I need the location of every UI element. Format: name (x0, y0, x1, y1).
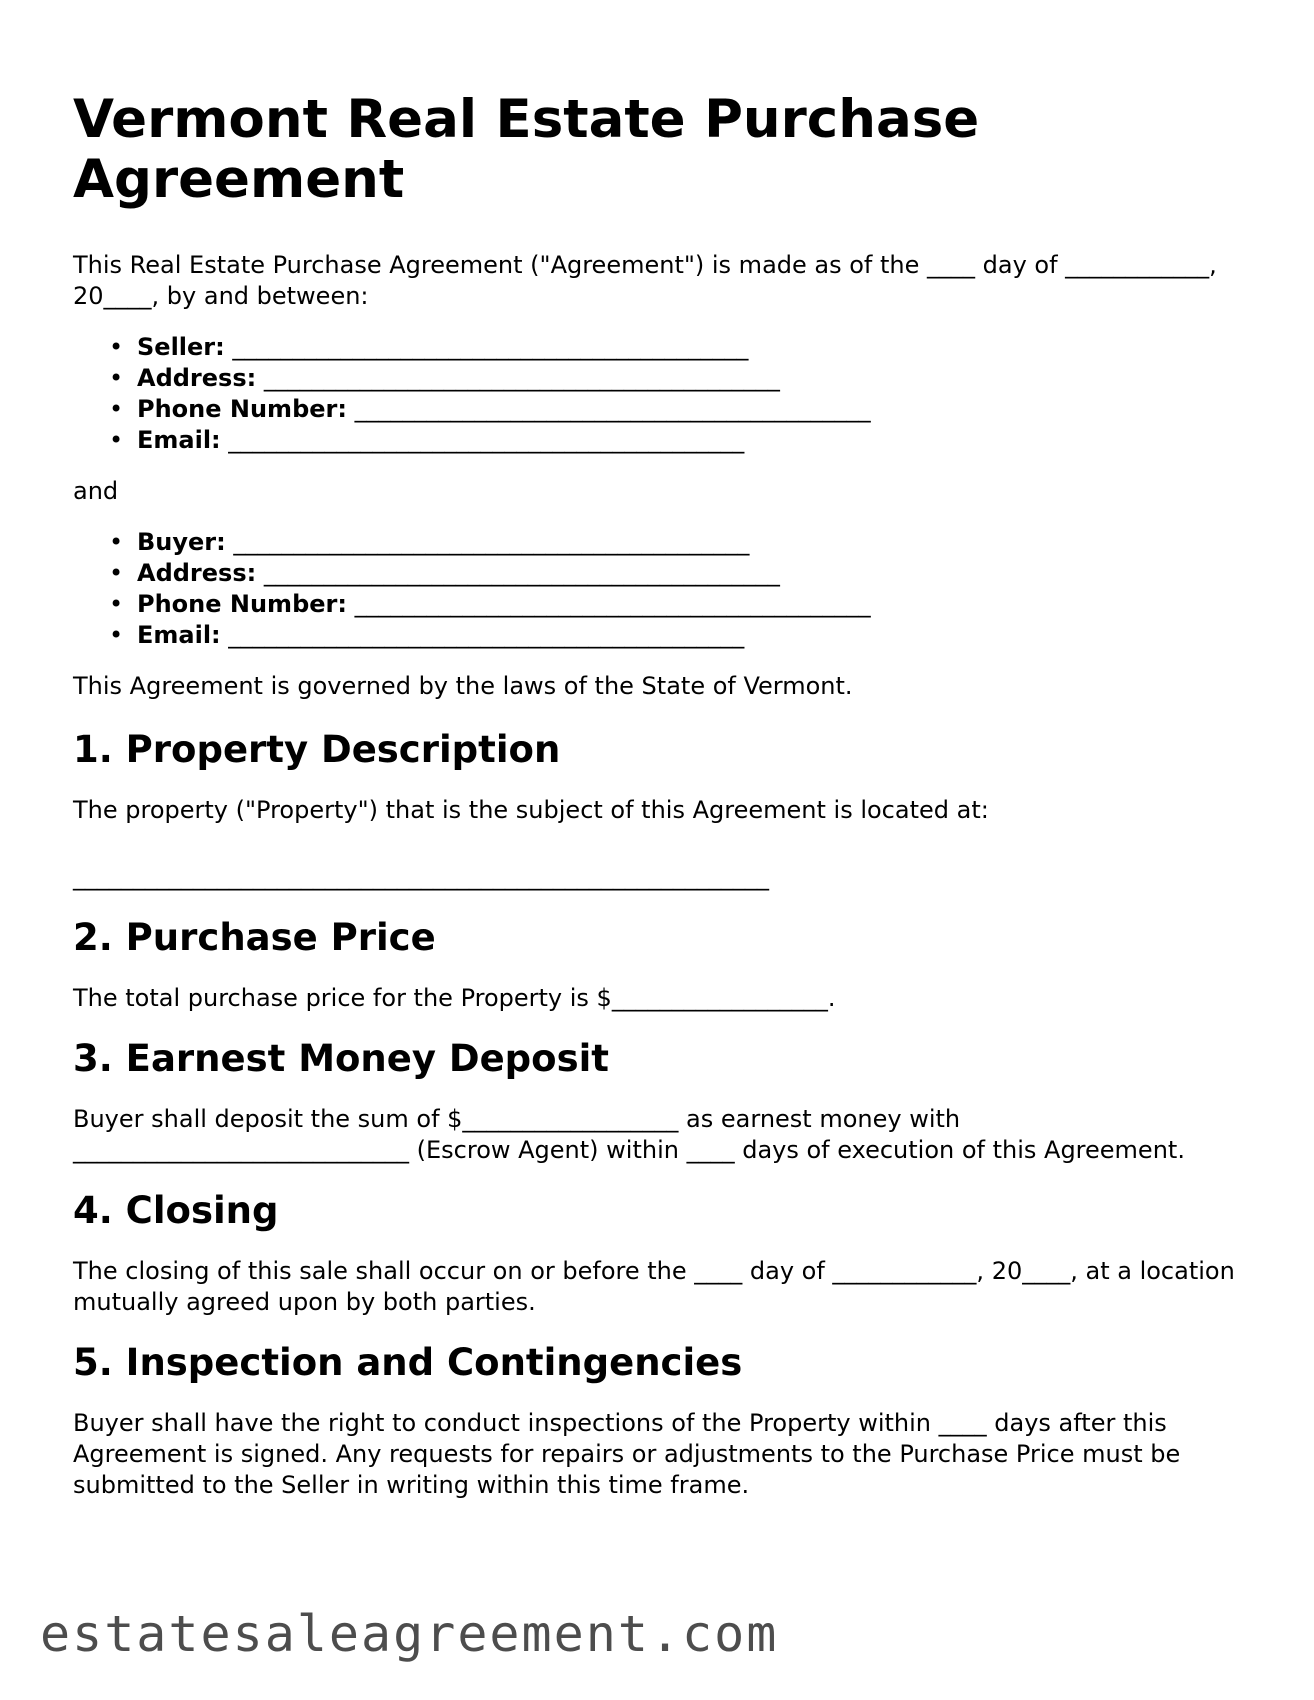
buyer-name-item (137, 527, 1263, 558)
seller-phone-label: Phone Number: (137, 395, 347, 423)
document-page (73, 90, 1263, 1501)
seller-email-label: Email: (137, 426, 221, 454)
section-3-body: Buyer shall deposit the sum of $__________________ as earnest money with ____________________________ (Escrow Agent) within ____ days of execution of this Agreement. (73, 1105, 1185, 1164)
seller-address-blank: ___________________________________________ (256, 364, 780, 392)
seller-phone-blank: ___________________________________________ (346, 395, 871, 423)
section-2-heading: 2. Purchase Price (73, 916, 436, 959)
governing-law-text: This Agreement is governed by the laws of the State of Vermont. (73, 672, 853, 700)
seller-name-item (137, 332, 1263, 363)
section-5-body: Buyer shall have the right to conduct inspections of the Property within ____ days after this Agreement is signed. Any requests for repairs or adjustments to the Purchase Price must be submitted to the Seller in writing within this time frame. (73, 1409, 1181, 1499)
seller-details-list (73, 332, 1263, 456)
buyer-email-blank: ___________________________________________ (220, 621, 745, 649)
buyer-address-item (137, 558, 1263, 589)
document-title: Vermont Real Estate Purchase Agreement (73, 89, 980, 210)
buyer-phone-blank: ___________________________________________ (346, 590, 871, 618)
buyer-name-blank: ___________________________________________ (225, 528, 750, 556)
site-watermark: estatesaleagreement.com (40, 1605, 779, 1663)
seller-email-item (137, 425, 1263, 456)
buyer-email-item (137, 620, 1263, 651)
buyer-label: Buyer: (137, 528, 226, 556)
buyer-details-list (73, 527, 1263, 651)
and-text: and (73, 477, 119, 505)
seller-email-blank: ___________________________________________ (220, 426, 745, 454)
section-5-heading: 5. Inspection and Contingencies (73, 1341, 743, 1384)
section-1-heading: 1. Property Description (73, 728, 561, 771)
seller-address-item (137, 363, 1263, 394)
buyer-address-blank: ___________________________________________ (256, 559, 780, 587)
seller-address-label: Address: (137, 364, 257, 392)
section-2-body: The total purchase price for the Property is $__________________. (73, 984, 836, 1012)
seller-name-blank: ___________________________________________ (224, 333, 749, 361)
buyer-address-label: Address: (137, 559, 257, 587)
property-address-blank: __________________________________________________________ (73, 863, 769, 891)
seller-label: Seller: (137, 333, 225, 361)
buyer-email-label: Email: (137, 621, 221, 649)
section-3-heading: 3. Earnest Money Deposit (73, 1037, 609, 1080)
section-1-body: The property ("Property") that is the subject of this Agreement is located at: (73, 796, 989, 824)
section-4-heading: 4. Closing (73, 1189, 279, 1232)
seller-phone-item (137, 394, 1263, 425)
section-4-body: The closing of this sale shall occur on or before the ____ day of ____________, 20____, at a location mutually agreed upon by both parties. (73, 1257, 1235, 1316)
intro-paragraph: This Real Estate Purchase Agreement ("Agreement") is made as of the ____ day of ____________, 20____, by and between: (73, 251, 1217, 310)
buyer-phone-item (137, 589, 1263, 620)
buyer-phone-label: Phone Number: (137, 590, 347, 618)
